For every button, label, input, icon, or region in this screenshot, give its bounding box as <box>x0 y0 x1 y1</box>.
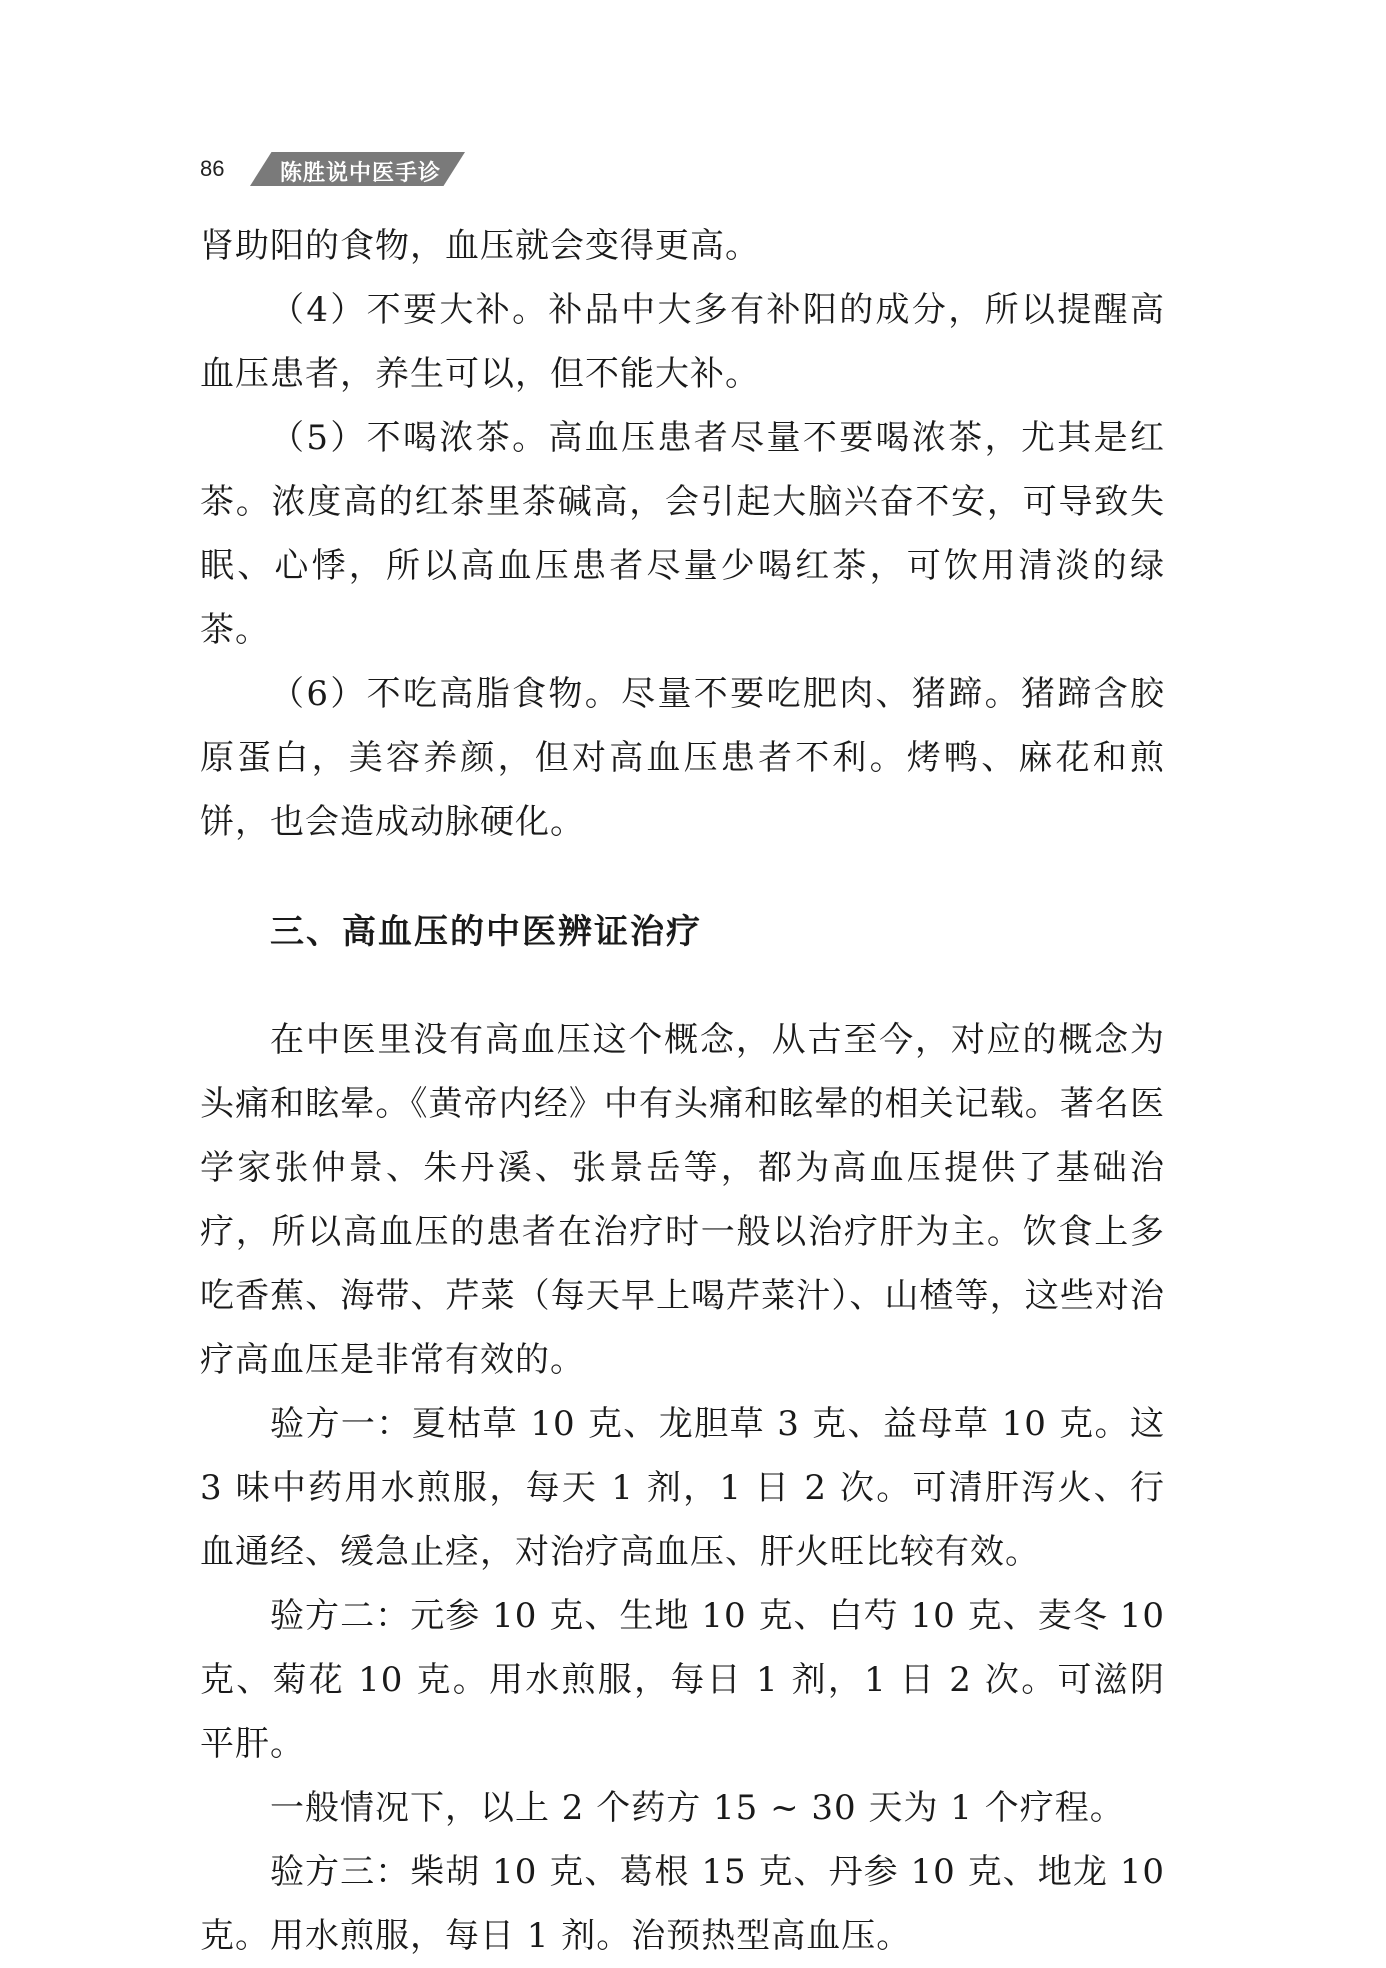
paragraph-tcm-intro: 在中医里没有高血压这个概念，从古至今，对应的概念为头痛和眩晕。《黄帝内经》中有头痛和眩晕的相关记载。著名医学家张仲景、朱丹溪、张景岳等，都为高血压提供了基础治疗，所以高血压的患者在治疗时一般以治疗肝为主。饮食上多吃香蕉、海带、芹菜（每天早上喝芹菜汁）、山楂等，这些对治疗高血压是非常有效的。 <box>200 1020 1165 1380</box>
paragraph-recipe-two: 验方二：元参 10 克、生地 10 克、白芍 10 克、麦冬 10 克、菊花 10 克。用水煎服，每日 1 剂，1 日 2 次。可滋阴平肝。 <box>200 1596 1177 1764</box>
page-number: 86 <box>200 156 225 181</box>
paragraph-no-strong-tea: （5）不喝浓茶。高血压患者尽量不要喝浓茶，尤其是红茶。浓度高的红茶里茶碱高，会引起大脑兴奋不安，可导致失眠、心悸，所以高血压患者尽量少喝红茶，可饮用清淡的绿茶。 <box>200 418 1165 650</box>
book-title: 陈胜说中医手诊 <box>280 161 442 186</box>
paragraph-no-high-fat: （6）不吃高脂食物。尽量不要吃肥肉、猪蹄。猪蹄含胶原蛋白，美容养颜，但对高血压患者不利。烤鸭、麻花和煎饼，也会造成动脉硬化。 <box>200 674 1165 842</box>
paragraph-continuation: 肾助阳的食物，血压就会变得更高。 <box>200 226 760 266</box>
paragraph-recipe-three: 验方三：柴胡 10 克、葛根 15 克、丹参 10 克、地龙 10 克。用水煎服，每日 1 剂。治预热型高血压。 <box>200 1852 1177 1956</box>
paragraph-recipe-one: 验方一：夏枯草 10 克、龙胆草 3 克、益母草 10 克。这 3 味中药用水煎服，每天 1 剂，1 日 2 次。可清肝泻火、行血通经、缓急止痉，对治疗高血压、肝火旺比较有效。 <box>200 1404 1177 1572</box>
page-body <box>200 214 1177 1968</box>
paragraph-no-big-tonic: （4）不要大补。补品中大多有补阳的成分，所以提醒高血压患者，养生可以，但不能大补。 <box>200 290 1165 394</box>
paragraph-course-note: 一般情况下，以上 2 个药方 15 ~ 30 天为 1 个疗程。 <box>270 1788 1125 1828</box>
running-header <box>200 152 500 192</box>
section-heading: 三、高血压的中医辨证治疗 <box>270 912 702 952</box>
